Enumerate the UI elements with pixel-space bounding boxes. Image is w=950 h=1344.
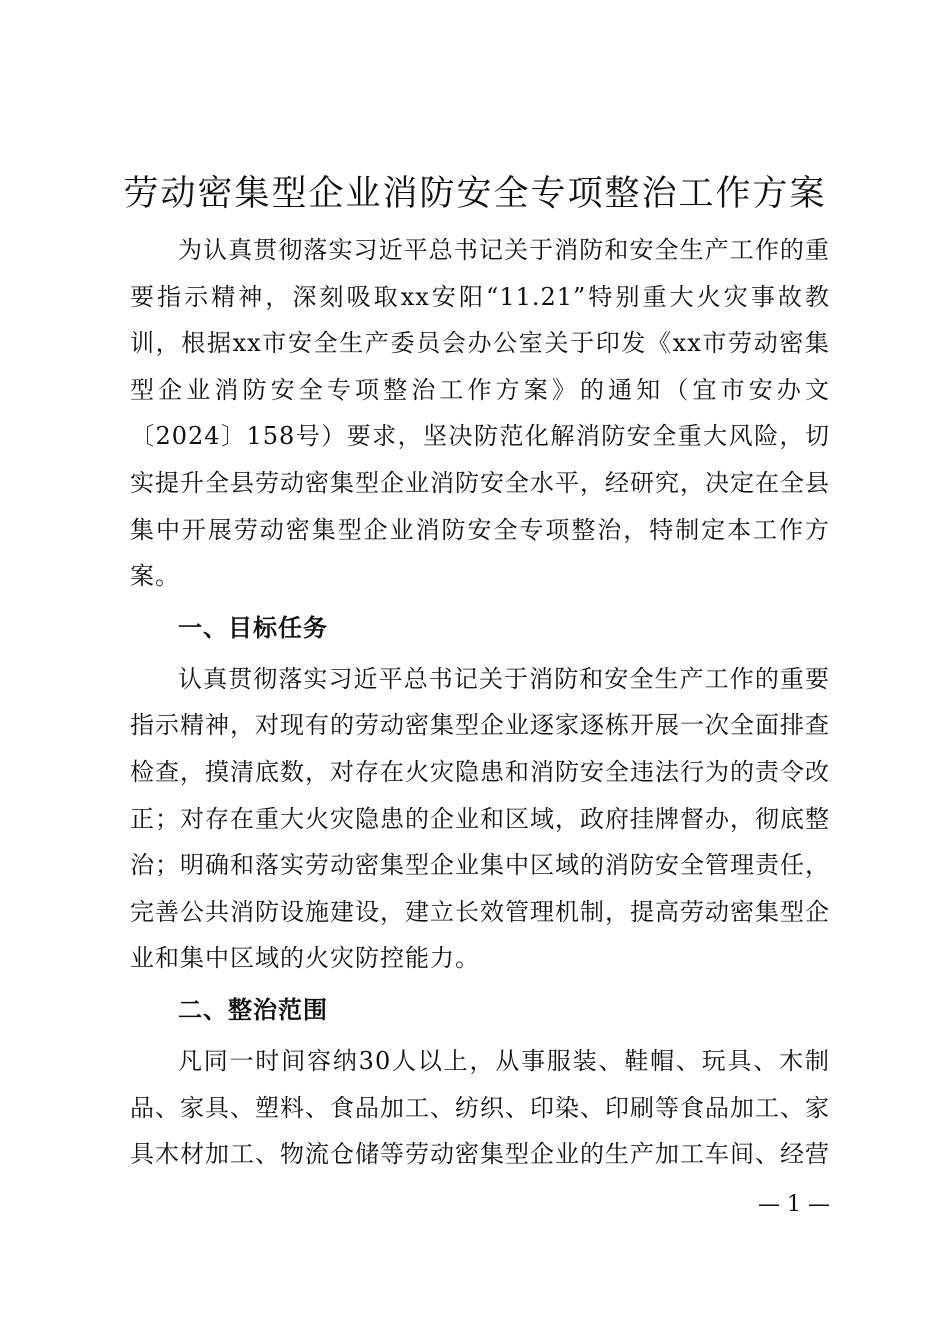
section-heading-scope: 二、整治范围 (178, 995, 328, 1024)
section-paragraph-scope: 凡同一时间容纳30人以上，从事服装、鞋帽、玩具、木制品、家具、塑料、食品加工、纺织、印染、印刷等食品加工、家具木材加工、物流仓储等劳动密集型企业的生产加工车间、经营 (130, 1046, 830, 1169)
document-body (130, 227, 830, 1178)
page-number: — 1 — (758, 1192, 830, 1217)
intro-paragraph: 为认真贯彻落实习近平总书记关于消防和安全生产工作的重要指示精神，深刻吸取xx安阳“11.21”特别重大火灾事故教训，根据xx市安全生产委员会办公室关于印发《xx市劳动密集型企业消防安全专项整治工作方案》的通知（宜市安办文〔2024〕158号）要求，坚决防范化解消防安全重大风险，切实提升全县劳动密集型企业消防安全水平，经研究，决定在全县集中开展劳动密集型企业消防安全专项整治，特制定本工作方案。 (130, 236, 830, 591)
document-title: 劳动密集型企业消防安全专项整治工作方案 (123, 174, 827, 214)
section-heading-goals: 一、目标任务 (178, 613, 328, 642)
section-paragraph-goals: 认真贯彻落实习近平总书记关于消防和安全生产工作的重要指示精神，对现有的劳动密集型企业逐家逐栋开展一次全面排查检查，摸清底数，对存在火灾隐患和消防安全违法行为的责令改正；对存在重大火灾隐患的企业和区域，政府挂牌督办，彻底整治；明确和落实劳动密集型企业集中区域的消防安全管理责任，完善公共消防设施建设，建立长效管理机制，提高劳动密集型企业和集中区域的火灾防控能力。 (130, 664, 830, 973)
